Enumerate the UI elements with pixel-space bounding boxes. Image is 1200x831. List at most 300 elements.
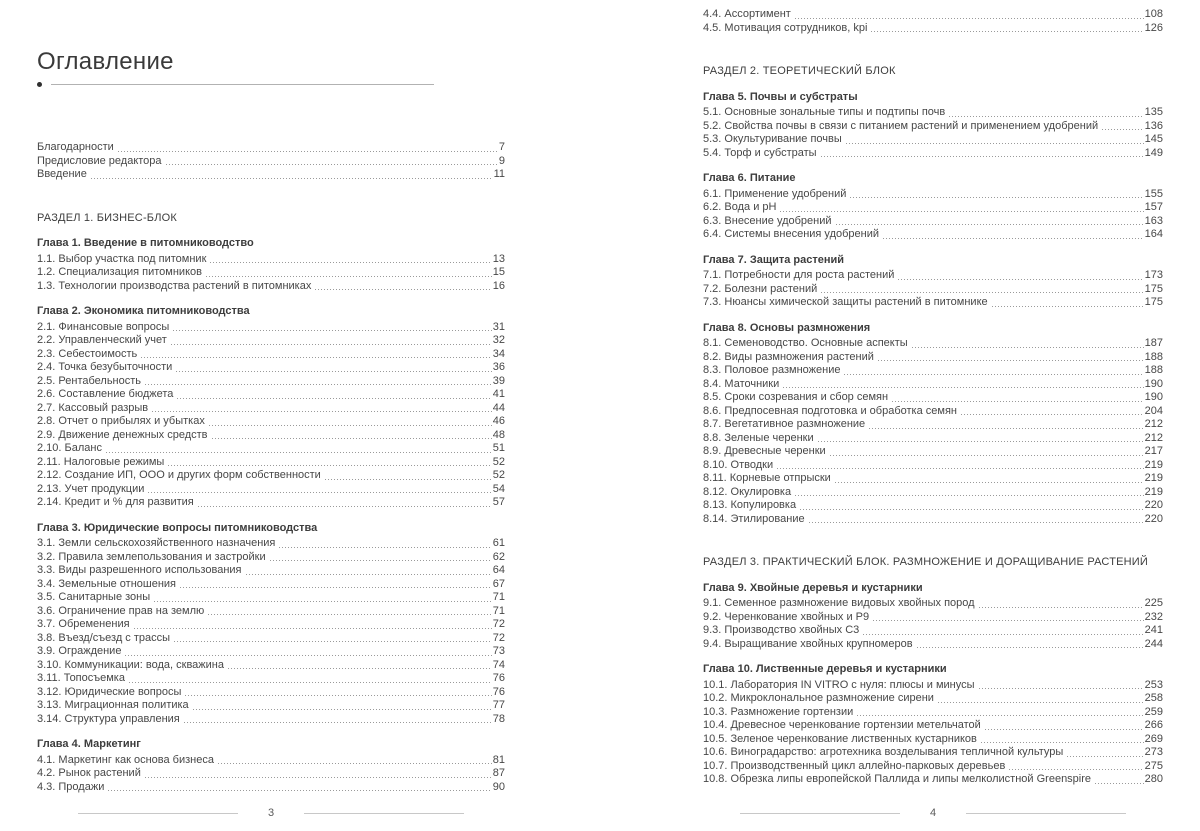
dot-leader [134, 628, 492, 629]
page-left [37, 0, 505, 831]
toc-entry-page: 163 [1144, 214, 1163, 227]
toc-entry [37, 713, 505, 727]
dot-leader [878, 360, 1144, 361]
dot-leader [198, 506, 492, 507]
dot-leader [145, 777, 492, 778]
toc-entry-label: 4.3. Продажи [37, 780, 105, 793]
dot-leader [125, 655, 491, 656]
toc-entry-page: 175 [1144, 296, 1163, 308]
toc-entry-label: 2.3. Себестоимость [37, 347, 138, 360]
dot-leader [1102, 129, 1144, 130]
toc-entry [37, 469, 505, 483]
toc-entry [37, 645, 505, 659]
toc-entry [703, 459, 1163, 473]
toc-entry-label: 1.2. Специализация питомников [37, 266, 202, 278]
toc-entry-page: 61 [492, 537, 505, 549]
toc-entry-label: 8.13. Копулировка [703, 499, 797, 511]
toc-entry-page: 241 [1144, 624, 1163, 636]
dot-leader [846, 143, 1144, 144]
toc-entry-label: 8.2. Виды размножения растений [703, 350, 874, 363]
toc-entry-page: 71 [492, 591, 505, 603]
toc-entry-page: 73 [492, 645, 505, 657]
toc-entry-label: 10.8. Обрезка липы европейской Паллида и липы мелколистной Greenspire [703, 773, 1092, 785]
toc-entry [37, 361, 505, 375]
toc-entry [703, 283, 1163, 297]
dot-leader [208, 614, 491, 615]
dot-leader [173, 330, 491, 331]
page-number: 4 [929, 807, 937, 819]
dot-leader [979, 688, 1144, 689]
toc-entry-label: 6.3. Внесение удобрений [703, 214, 832, 227]
toc-entry [37, 551, 505, 565]
toc-entry-page: 32 [492, 334, 505, 346]
dot-leader [981, 742, 1144, 743]
dot-leader [129, 682, 492, 683]
dot-leader [1067, 756, 1143, 757]
dot-leader [166, 164, 498, 165]
dot-leader [279, 547, 491, 548]
dot-leader [193, 709, 492, 710]
toc-entry-label: 8.9. Древесные черенки [703, 445, 826, 457]
toc-entry-page: 135 [1144, 106, 1163, 118]
toc-entry [703, 597, 1163, 611]
toc-entry-label: 7.1. Потребности для роста растений [703, 269, 895, 281]
toc-entry-page: 258 [1144, 692, 1163, 704]
toc-entry-page: 217 [1144, 445, 1163, 457]
section-heading: РАЗДЕЛ 1. БИЗНЕС-БЛОК [37, 211, 178, 224]
toc-entry-label: 3.2. Правила землепользования и застройки [37, 550, 266, 563]
toc-entry [703, 391, 1163, 405]
dot-leader [209, 425, 492, 426]
toc-entry-label: 8.4. Маточники [703, 377, 780, 390]
toc-entry [703, 8, 1163, 22]
toc-entry-page: 90 [492, 780, 505, 793]
toc-entry-page: 62 [492, 550, 505, 563]
toc-entry-label: 3.1. Земли сельскохозяйственного назначения [37, 537, 276, 549]
toc-entry [37, 168, 505, 182]
dot-leader [795, 18, 1144, 19]
toc-entry-label: 8.5. Сроки созревания и сбор семян [703, 391, 889, 403]
toc-entry [37, 253, 505, 267]
dot-leader [185, 695, 491, 696]
dot-leader [992, 306, 1144, 307]
toc-entry-label: Благодарности [37, 141, 114, 153]
toc-entry-page: 190 [1144, 377, 1163, 390]
toc-entry-page: 13 [492, 252, 505, 265]
toc-entry-page: 212 [1144, 418, 1163, 430]
toc-entry-page: 273 [1144, 746, 1163, 758]
toc-entry-label: 8.1. Семеноводство. Основные аспекты [703, 337, 908, 349]
dot-leader [783, 387, 1143, 388]
chapter-heading: Глава 8. Основы размножения [703, 321, 871, 334]
toc-entry [703, 746, 1163, 760]
dot-leader [210, 262, 491, 263]
dot-leader [892, 401, 1144, 402]
toc-entry-label: 3.11. Топосъемка [37, 672, 125, 684]
toc-entry-label: 5.4. Торф и субстраты [703, 146, 817, 159]
toc-entry [703, 692, 1163, 706]
toc-entry [703, 378, 1163, 392]
dot-leader [777, 468, 1144, 469]
dot-leader [228, 668, 492, 669]
chapter-heading: Глава 4. Маркетинг [37, 738, 141, 750]
section-heading: РАЗДЕЛ 2. ТЕОРЕТИЧЕСКИЙ БЛОК [703, 65, 896, 77]
dot-leader [949, 116, 1143, 117]
toc-entry [703, 188, 1163, 202]
toc-entry [703, 432, 1163, 446]
toc-entry-label: 6.2. Вода и pH [703, 201, 777, 213]
dot-leader [961, 414, 1144, 415]
section-heading: РАЗДЕЛ 3. ПРАКТИЧЕСКИЙ БЛОК. РАЗМНОЖЕНИЕ И ДОРАЩИВАНИЕ РАСТЕНИЙ [703, 556, 1149, 568]
toc-entry [37, 402, 505, 416]
toc-entry-page: 219 [1144, 472, 1163, 484]
toc-entry [703, 201, 1163, 215]
dot-leader [917, 647, 1144, 648]
toc-entry-label: 3.4. Земельные отношения [37, 577, 177, 590]
chapter-heading: Глава 3. Юридические вопросы питомниководства [37, 521, 318, 534]
toc-entry [37, 321, 505, 335]
toc-entry [37, 632, 505, 646]
toc-entry-label: 5.2. Свойства почвы в связи с питанием растений и применением удобрений [703, 119, 1099, 132]
toc-entry-label: 9.3. Производство хвойных С3 [703, 624, 860, 636]
toc-entry-label: 9.2. Черенкование хвойных и P9 [703, 610, 870, 623]
dot-leader [850, 197, 1143, 198]
toc-entry-page: 52 [492, 455, 505, 468]
toc-entry [37, 618, 505, 632]
dot-leader [171, 344, 492, 345]
toc-entry-label: 6.4. Системы внесения удобрений [703, 228, 880, 240]
toc-entry-page: 11 [493, 168, 505, 180]
toc-entry-label: 4.2. Рынок растений [37, 767, 141, 779]
toc-entry [703, 760, 1163, 774]
toc-entry-page: 78 [492, 712, 505, 725]
chapter-heading: Глава 9. Хвойные деревья и кустарники [703, 581, 923, 594]
toc-entry-label: 2.4. Точка безубыточности [37, 361, 173, 373]
toc-entry [703, 472, 1163, 486]
toc-entry-label: 2.14. Кредит и % для развития [37, 496, 194, 508]
toc-entry [703, 445, 1163, 459]
toc-entry-label: 2.5. Рентабельность [37, 374, 142, 387]
toc-entry [37, 605, 505, 619]
toc-entry-page: 34 [492, 347, 505, 360]
dot-leader [218, 763, 492, 764]
toc-entry-page: 220 [1144, 512, 1163, 525]
toc-entry [37, 672, 505, 686]
toc-entry-label: 3.12. Юридические вопросы [37, 685, 182, 698]
dot-leader [800, 509, 1144, 510]
dot-leader [154, 601, 492, 602]
toc-entry-label: 3.10. Коммуникации: вода, скважина [37, 658, 224, 671]
dot-leader [818, 441, 1144, 442]
toc-entry-label: 2.9. Движение денежных средств [37, 428, 208, 441]
dot-leader [145, 384, 492, 385]
toc-entry-page: 126 [1144, 21, 1163, 34]
chapter-heading: Глава 7. Защита растений [703, 253, 845, 266]
dot-leader [780, 211, 1143, 212]
toc-entry-label: 3.3. Виды разрешенного использования [37, 564, 242, 576]
toc-entry-page: 54 [492, 482, 505, 495]
toc-entry-page: 269 [1144, 732, 1163, 745]
toc-entry-page: 188 [1144, 364, 1163, 376]
toc-entry-label: 4.5. Мотивация сотрудников, kpi [703, 21, 868, 34]
chapter-heading: Глава 5. Почвы и субстраты [703, 90, 858, 103]
toc-entry-page: 44 [492, 401, 505, 414]
toc-entry-label: 2.13. Учет продукции [37, 482, 145, 495]
toc-entry [703, 337, 1163, 351]
toc-entry-label: 3.8. Въезд/съезд с трассы [37, 631, 171, 644]
dot-leader [315, 289, 491, 290]
toc-entry-label: 10.1. Лаборатория IN VITRO с нуля: плюсы и минусы [703, 678, 975, 691]
toc-entry-page: 253 [1144, 678, 1163, 691]
toc-entry [703, 351, 1163, 365]
toc-entry-page: 51 [492, 442, 505, 454]
toc-entry [37, 591, 505, 605]
dot-leader [168, 465, 491, 466]
dot-leader [1095, 783, 1144, 784]
dot-leader [883, 238, 1144, 239]
dot-leader [809, 522, 1144, 523]
dot-leader [177, 398, 491, 399]
bullet-marker-icon [37, 82, 42, 87]
title-rule [37, 81, 434, 87]
dot-leader [985, 729, 1144, 730]
toc-entry-page: 57 [492, 496, 505, 508]
dot-leader [871, 31, 1143, 32]
toc-entry-label: 9.4. Выращивание хвойных крупномеров [703, 637, 913, 650]
toc-entry [37, 141, 505, 155]
toc-entry-label: 1.3. Технологии производства растений в питомниках [37, 279, 312, 292]
toc-entry-label: Предисловие редактора [37, 154, 162, 167]
dot-leader [857, 715, 1143, 716]
dot-leader [91, 178, 493, 179]
toc-right [703, 0, 1163, 787]
toc-entry-page: 175 [1144, 282, 1163, 295]
toc-entry-page: 244 [1144, 637, 1163, 650]
toc-entry-label: 8.7. Вегетативное размножение [703, 418, 866, 430]
toc-entry-page: 9 [498, 154, 505, 167]
dot-leader [206, 276, 492, 277]
toc-entry [703, 719, 1163, 733]
toc-entry-label: 8.11. Корневые отпрыски [703, 472, 831, 484]
dot-leader [830, 455, 1144, 456]
toc-entry-label: 2.12. Создание ИП, ООО и других форм собственности [37, 469, 321, 481]
title-underline [51, 84, 434, 85]
toc-entry [703, 499, 1163, 513]
toc-entry [703, 773, 1163, 787]
toc-entry-page: 74 [492, 658, 505, 671]
toc-entry-label: 6.1. Применение удобрений [703, 187, 847, 200]
toc-entry [37, 456, 505, 470]
dot-leader [270, 560, 492, 561]
toc-entry [37, 155, 505, 169]
toc-entry [703, 120, 1163, 134]
dot-leader [979, 607, 1144, 608]
page-right [703, 0, 1163, 831]
toc-entry-page: 155 [1144, 187, 1163, 200]
toc-entry [37, 388, 505, 402]
toc-entry-page: 232 [1144, 610, 1163, 623]
dot-leader [873, 620, 1144, 621]
toc-entry [703, 679, 1163, 693]
toc-entry-page: 31 [492, 320, 505, 333]
toc-entry-page: 39 [492, 374, 505, 387]
dot-leader [835, 482, 1144, 483]
toc-entry-label: Введение [37, 168, 87, 180]
toc-entry [37, 754, 505, 768]
toc-entry-page: 81 [492, 753, 505, 766]
toc-entry-label: 2.8. Отчет о прибылях и убытках [37, 415, 205, 427]
toc-entry [37, 483, 505, 497]
dot-leader [176, 371, 491, 372]
dot-leader [844, 374, 1143, 375]
toc-entry-page: 52 [492, 469, 505, 481]
toc-entry-page: 145 [1144, 133, 1163, 145]
toc-entry-page: 149 [1144, 146, 1163, 159]
footer-rule [966, 813, 1126, 814]
toc-entry [37, 415, 505, 429]
toc-entry-page: 219 [1144, 458, 1163, 471]
toc-entry-label: 8.6. Предпосевная подготовка и обработка семян [703, 404, 957, 417]
toc-entry-label: 10.2. Микроклональное размножение сирени [703, 692, 934, 704]
dot-leader [148, 492, 491, 493]
chapter-heading: Глава 2. Экономика питомниководства [37, 305, 250, 317]
toc-entry-label: 3.6. Ограничение прав на землю [37, 604, 205, 617]
footer-rule [740, 813, 900, 814]
toc-entry [703, 624, 1163, 638]
toc-entry-label: 10.6. Виноградарство: агротехника возделывания тепличной культуры [703, 746, 1064, 758]
toc-entry [703, 706, 1163, 720]
toc-entry-label: 8.10. Отводки [703, 458, 774, 471]
chapter-heading: Глава 6. Питание [703, 172, 796, 184]
footer-rule [304, 813, 464, 814]
toc-entry-label: 10.3. Размножение гортензии [703, 705, 854, 718]
toc-entry-label: 8.8. Зеленые черенки [703, 431, 814, 444]
toc-entry-page: 266 [1144, 719, 1163, 731]
toc-entry-page: 48 [492, 428, 505, 441]
toc-entry-label: 1.1. Выбор участка под питомник [37, 252, 207, 265]
toc-entry-page: 72 [492, 631, 505, 644]
toc-entry-label: 8.3. Половое размножение [703, 364, 841, 376]
toc-entry-page: 41 [492, 388, 505, 400]
toc-entry-label: 4.1. Маркетинг как основа бизнеса [37, 753, 214, 766]
toc-entry [703, 147, 1163, 161]
toc-entry-label: 10.4. Древесное черенкование гортензии метельчатой [703, 719, 981, 731]
toc-entry-page: 259 [1144, 705, 1163, 718]
toc-entry [37, 334, 505, 348]
toc-entry-page: 275 [1144, 759, 1163, 772]
toc-entry-label: 7.3. Нюансы химической защиты растений в питомнике [703, 296, 988, 308]
toc-entry [703, 215, 1163, 229]
dot-leader [912, 347, 1144, 348]
toc-entry-page: 280 [1144, 773, 1163, 785]
toc-entry-page: 36 [492, 361, 505, 373]
toc-entry [37, 699, 505, 713]
toc-entry [703, 269, 1163, 283]
dot-leader [212, 438, 492, 439]
toc-entry-page: 87 [492, 767, 505, 779]
toc-entry-label: 7.2. Болезни растений [703, 282, 818, 295]
dot-leader [141, 357, 491, 358]
toc-entry-label: 2.7. Кассовый разрыв [37, 401, 149, 414]
toc-entry-label: 2.11. Налоговые режимы [37, 455, 165, 468]
toc-entry-label: 2.10. Баланс [37, 442, 102, 454]
toc-entry-page: 173 [1144, 269, 1163, 281]
toc-entry-label: 10.7. Производственный цикл аллейно-парковых деревьев [703, 759, 1006, 772]
page-footer-left [78, 807, 464, 819]
dot-leader [863, 634, 1143, 635]
toc-entry-page: 204 [1144, 404, 1163, 417]
toc-entry-page: 157 [1144, 201, 1163, 213]
toc-entry-page: 219 [1144, 485, 1163, 498]
toc-entry-label: 3.9. Ограждение [37, 645, 122, 657]
toc-entry-label: 10.5. Зеленое черенкование лиственных кустарников [703, 732, 977, 745]
toc-entry-page: 7 [498, 141, 505, 153]
toc-entry [703, 638, 1163, 652]
toc-entry-page: 190 [1144, 391, 1163, 403]
dot-leader [938, 702, 1144, 703]
toc-entry [703, 133, 1163, 147]
toc-entry [703, 228, 1163, 242]
toc-entry-page: 71 [492, 604, 505, 617]
dot-leader [821, 156, 1144, 157]
toc-entry [703, 364, 1163, 378]
dot-leader [821, 292, 1143, 293]
page-number: 3 [267, 807, 275, 819]
toc-entry [703, 486, 1163, 500]
toc-entry [703, 418, 1163, 432]
chapter-heading: Глава 1. Введение в питомниководство [37, 237, 254, 249]
toc-entry-page: 187 [1144, 337, 1163, 349]
toc-entry-page: 225 [1144, 597, 1163, 609]
toc-entry [703, 733, 1163, 747]
toc-entry-label: 3.13. Миграционная политика [37, 699, 189, 711]
toc-left [37, 141, 505, 794]
dot-leader [180, 587, 492, 588]
dot-leader [106, 452, 492, 453]
dot-leader [898, 279, 1143, 280]
dot-leader [1009, 769, 1143, 770]
toc-entry [703, 405, 1163, 419]
toc-entry [703, 22, 1163, 36]
chapter-heading: Глава 10. Лиственные деревья и кустарники [703, 663, 947, 675]
toc-entry [37, 564, 505, 578]
toc-entry-page: 64 [492, 564, 505, 576]
toc-entry-label: 3.7. Обременения [37, 618, 130, 630]
toc-entry [703, 611, 1163, 625]
toc-entry [37, 442, 505, 456]
toc-entry-label: 9.1. Семенное размножение видовых хвойных пород [703, 597, 975, 609]
toc-entry [703, 296, 1163, 310]
toc-entry-page: 76 [492, 685, 505, 698]
toc-entry [37, 375, 505, 389]
dot-leader [174, 641, 492, 642]
toc-entry-page: 15 [492, 266, 505, 278]
toc-entry-page: 72 [492, 618, 505, 630]
dot-leader [246, 574, 492, 575]
dot-leader [836, 224, 1144, 225]
toc-entry [37, 686, 505, 700]
toc-entry [37, 781, 505, 795]
toc-entry-label: 5.1. Основные зональные типы и подтипы почв [703, 106, 946, 118]
toc-entry-page: 188 [1144, 350, 1163, 363]
toc-entry-label: 2.1. Финансовые вопросы [37, 320, 170, 333]
toc-entry-label: 2.2. Управленческий учет [37, 334, 167, 346]
toc-entry-page: 46 [492, 415, 505, 427]
dot-leader [118, 151, 498, 152]
toc-entry [37, 659, 505, 673]
toc-entry [37, 767, 505, 781]
toc-entry-page: 108 [1144, 8, 1163, 20]
